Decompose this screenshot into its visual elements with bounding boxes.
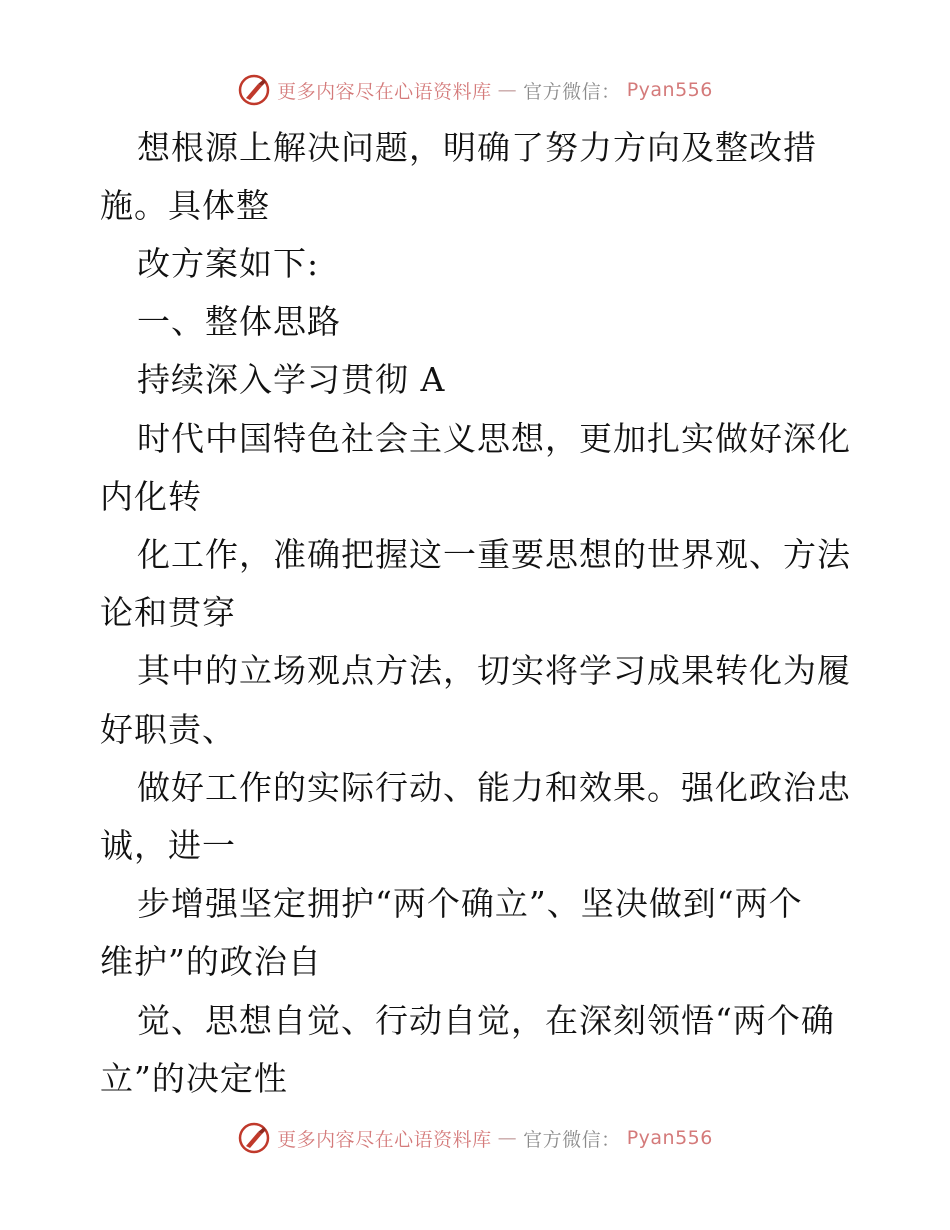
watermark-wechat-id: Pyan556 bbox=[626, 1127, 713, 1149]
body-line: 时代中国特色社会主义思想，更加扎实做好深化 bbox=[137, 419, 851, 458]
watermark-main-text: 更多内容尽在心语资料库 bbox=[277, 1128, 492, 1151]
body-line: 觉、思想自觉、行动自觉，在深刻领悟“两个确 bbox=[137, 1001, 835, 1040]
watermark-label: 官方微信： bbox=[523, 1128, 621, 1151]
body-line: 做好工作的实际行动、能力和效果。强化政治忠 bbox=[137, 768, 851, 807]
body-line: 步增强坚定拥护“两个确立”、坚决做到“两个 bbox=[137, 884, 803, 923]
pen-nib-circle-icon bbox=[237, 1121, 271, 1155]
section-heading: 一、整体思路 bbox=[137, 302, 341, 341]
header-watermark bbox=[0, 70, 950, 110]
body-line: 其中的立场观点方法，切实将学习成果转化为履 bbox=[137, 651, 851, 690]
body-line: 施。具体整 bbox=[100, 186, 270, 225]
body-line: 化工作，准确把握这一重要思想的世界观、方法 bbox=[137, 535, 851, 574]
body-line: 想根源上解决问题，明确了努力方向及整改措 bbox=[137, 128, 817, 167]
body-line: 诚，进一 bbox=[100, 826, 236, 865]
pen-nib-circle-icon bbox=[237, 73, 271, 107]
watermark-dash: — bbox=[497, 1127, 518, 1149]
body-line: 立”的决定性 bbox=[100, 1059, 288, 1098]
watermark-wechat-id: Pyan556 bbox=[626, 79, 713, 101]
body-line: 好职责、 bbox=[100, 710, 236, 749]
body-line: 改方案如下: bbox=[137, 244, 320, 283]
watermark-label: 官方微信： bbox=[523, 80, 621, 103]
body-line: 持续深入学习贯彻 A bbox=[137, 360, 446, 399]
body-line: 维护”的政治自 bbox=[100, 942, 322, 981]
footer-watermark bbox=[0, 1118, 950, 1158]
body-line: 内化转 bbox=[100, 477, 202, 516]
body-line: 论和贯穿 bbox=[100, 593, 236, 632]
watermark-dash: — bbox=[497, 79, 518, 101]
watermark-main-text: 更多内容尽在心语资料库 bbox=[277, 80, 492, 103]
